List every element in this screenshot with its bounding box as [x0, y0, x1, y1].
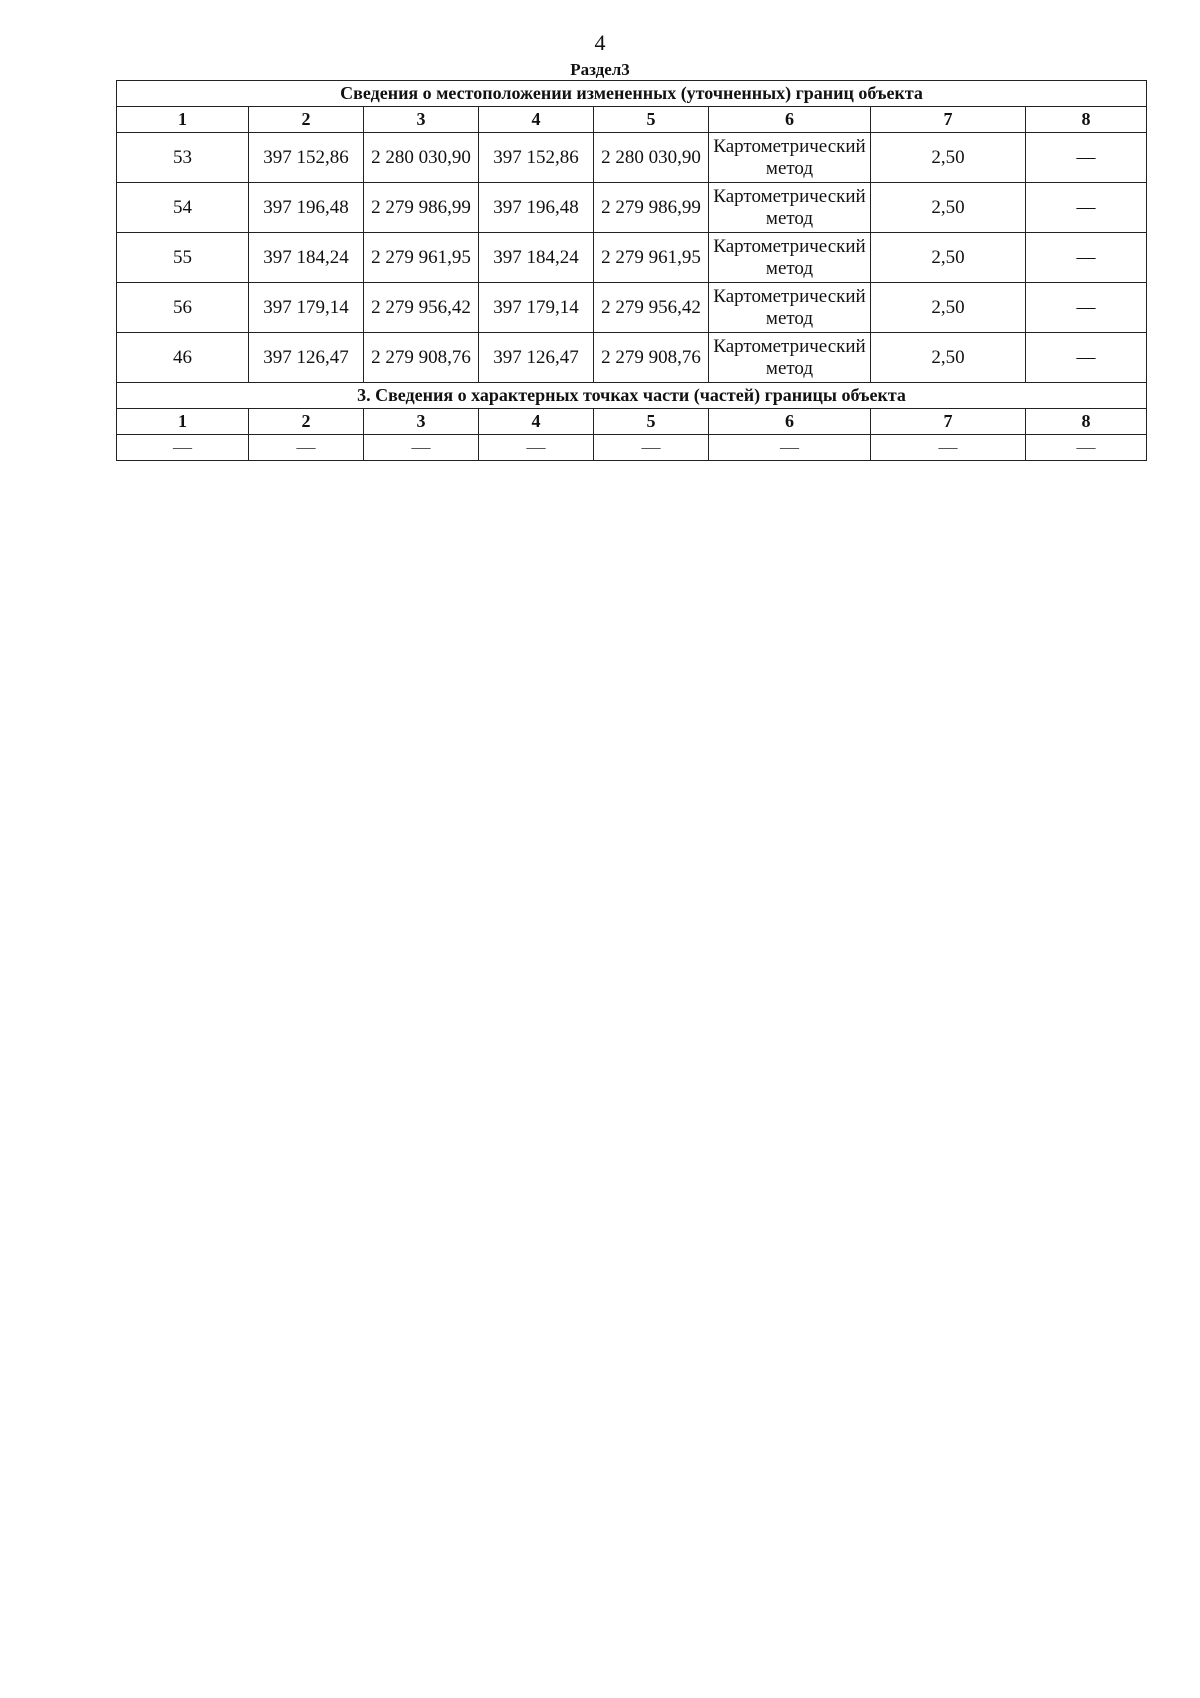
section-title: Раздел3 [570, 60, 630, 79]
table-caption: Сведения о местоположении измененных (уточненных) границ объекта [117, 81, 1147, 107]
data-cell-col-8: — [1026, 183, 1147, 233]
empty-cell-col-5: — [594, 435, 709, 461]
empty-cell-col-2: — [249, 435, 364, 461]
header-cell-col-2: 2 [249, 409, 364, 435]
data-cell-col-2: 397 179,14 [249, 283, 364, 333]
data-cell-col-6: Картометрический метод [709, 133, 871, 183]
header-cell-col-3: 3 [364, 409, 479, 435]
data-cell-col-8: — [1026, 133, 1147, 183]
data-cell-col-1: 54 [117, 183, 249, 233]
data-cell-col-1: 56 [117, 283, 249, 333]
header-cell-col-1: 1 [117, 409, 249, 435]
header-cell-col-5: 5 [594, 107, 709, 133]
data-cell-col-7: 2,50 [871, 183, 1026, 233]
data-cell-col-8: — [1026, 333, 1147, 383]
data-cell-col-4: 397 152,86 [479, 133, 594, 183]
table-row [117, 133, 1147, 183]
data-cell-col-3: 2 279 908,76 [364, 333, 479, 383]
data-cell-col-2: 397 152,86 [249, 133, 364, 183]
header-cell-col-5: 5 [594, 409, 709, 435]
table-header-row-2 [117, 409, 1147, 435]
data-cell-col-8: — [1026, 283, 1147, 333]
data-cell-col-1: 55 [117, 233, 249, 283]
data-cell-col-4: 397 184,24 [479, 233, 594, 283]
data-cell-col-1: 53 [117, 133, 249, 183]
data-cell-col-8: — [1026, 233, 1147, 283]
data-cell-col-5: 2 279 908,76 [594, 333, 709, 383]
header-cell-col-1: 1 [117, 107, 249, 133]
data-cell-col-6: Картометрический метод [709, 233, 871, 283]
data-cell-col-6: Картометрический метод [709, 183, 871, 233]
empty-cell-col-1: — [117, 435, 249, 461]
table-row [117, 233, 1147, 283]
header-cell-col-6: 6 [709, 409, 871, 435]
data-cell-col-7: 2,50 [871, 233, 1026, 283]
data-cell-col-4: 397 126,47 [479, 333, 594, 383]
table-caption-2: 3. Сведения о характерных точках части (частей) границы объекта [117, 383, 1147, 409]
table-caption-row-2 [117, 383, 1147, 409]
empty-cell-col-6: — [709, 435, 871, 461]
header-cell-col-3: 3 [364, 107, 479, 133]
data-cell-col-6: Картометрический метод [709, 333, 871, 383]
header-cell-col-6: 6 [709, 107, 871, 133]
data-cell-col-5: 2 279 956,42 [594, 283, 709, 333]
data-cell-col-5: 2 279 961,95 [594, 233, 709, 283]
data-cell-col-7: 2,50 [871, 283, 1026, 333]
data-cell-col-3: 2 279 961,95 [364, 233, 479, 283]
boundary-table [116, 80, 1147, 461]
header-cell-col-7: 7 [871, 107, 1026, 133]
data-cell-col-2: 397 184,24 [249, 233, 364, 283]
data-cell-col-6: Картометрический метод [709, 283, 871, 333]
data-cell-col-3: 2 280 030,90 [364, 133, 479, 183]
data-cell-col-4: 397 196,48 [479, 183, 594, 233]
header-cell-col-4: 4 [479, 409, 594, 435]
data-cell-col-3: 2 279 986,99 [364, 183, 479, 233]
header-cell-col-4: 4 [479, 107, 594, 133]
table-row-empty [117, 435, 1147, 461]
table-caption-row [117, 81, 1147, 107]
empty-cell-col-4: — [479, 435, 594, 461]
table-row [117, 183, 1147, 233]
data-cell-col-7: 2,50 [871, 333, 1026, 383]
table-body [117, 81, 1147, 461]
empty-cell-col-7: — [871, 435, 1026, 461]
header-cell-col-8: 8 [1026, 409, 1147, 435]
empty-cell-col-8: — [1026, 435, 1147, 461]
table-row [117, 283, 1147, 333]
data-cell-col-5: 2 280 030,90 [594, 133, 709, 183]
data-cell-col-1: 46 [117, 333, 249, 383]
data-cell-col-2: 397 196,48 [249, 183, 364, 233]
data-cell-col-7: 2,50 [871, 133, 1026, 183]
data-cell-col-3: 2 279 956,42 [364, 283, 479, 333]
data-cell-col-2: 397 126,47 [249, 333, 364, 383]
table-row [117, 333, 1147, 383]
data-cell-col-5: 2 279 986,99 [594, 183, 709, 233]
header-cell-col-7: 7 [871, 409, 1026, 435]
data-cell-col-4: 397 179,14 [479, 283, 594, 333]
header-cell-col-8: 8 [1026, 107, 1147, 133]
page-number: 4 [594, 30, 606, 55]
header-cell-col-2: 2 [249, 107, 364, 133]
empty-cell-col-3: — [364, 435, 479, 461]
table-header-row [117, 107, 1147, 133]
